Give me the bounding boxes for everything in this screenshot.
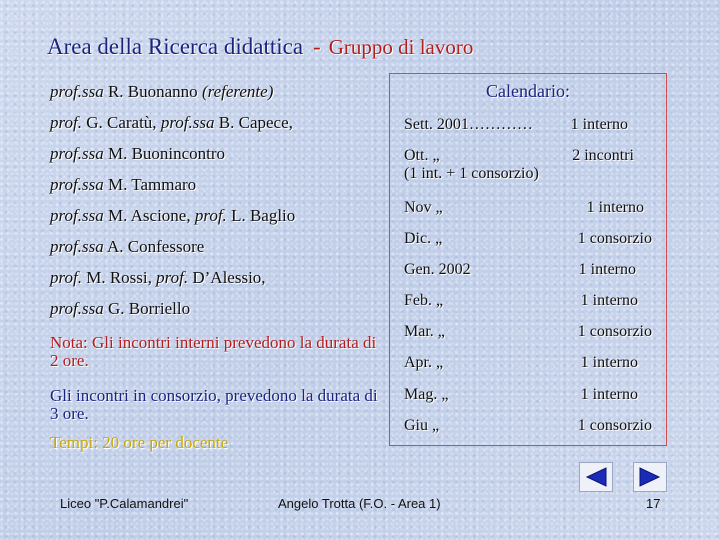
member-line: prof.ssa M. Ascione, prof. L. Baglio xyxy=(50,206,296,225)
title-separator: - xyxy=(313,34,321,59)
member-line: prof.ssa A. Confessore xyxy=(50,237,205,256)
footer-school: Liceo "P.Calamandrei" xyxy=(60,496,189,511)
member-line: prof.ssa G. Borriello xyxy=(50,299,191,318)
note-consortium: Gli incontri in consorzio, prevedono la durata di 3 ore. xyxy=(50,386,378,423)
title-subtitle: Gruppo di lavoro xyxy=(328,35,474,59)
prev-slide-button[interactable] xyxy=(579,462,613,492)
arrow-right-icon xyxy=(636,465,664,489)
next-slide-button[interactable] xyxy=(633,462,667,492)
page-number: 17 xyxy=(646,496,661,511)
member-line: prof.ssa M. Tammaro xyxy=(50,175,197,194)
title-main: Area della Ricerca didattica xyxy=(47,34,304,59)
member-line: prof. M. Rossi, prof. D’Alessio, xyxy=(50,268,266,287)
member-line: prof.ssa R. Buonanno (referente) xyxy=(50,82,274,101)
member-line: prof.ssa M. Buonincontro xyxy=(50,144,226,163)
slide-title xyxy=(47,34,473,60)
calendar-box: Calendario: Sett. 2001………… 1 interno Ott. „ 2 incontri (1 int. + 1 consorzio) Nov „ 1 interno Dic. „ 1 consorzio Gen. 2002 1 interno Feb. „ 1 interno Mar. „ 1 consorzio Apr. „ 1 interno Mag. „ 1 interno Giu „ 1 consorzio xyxy=(389,73,667,446)
calendar-title: Calendario: xyxy=(486,81,570,101)
note-internal: Nota: Gli incontri interni prevedono la durata di 2 ore. xyxy=(50,333,377,370)
footer-author: Angelo Trotta (F.O. - Area 1) xyxy=(278,496,441,511)
tempi-note: Tempi: 20 ore per docente xyxy=(50,433,229,452)
calendar-row-detail: (1 int. + 1 consorzio) xyxy=(404,165,539,182)
arrow-left-icon xyxy=(582,465,610,489)
member-line: prof. G. Caratù, prof.ssa B. Capece, xyxy=(50,113,293,132)
